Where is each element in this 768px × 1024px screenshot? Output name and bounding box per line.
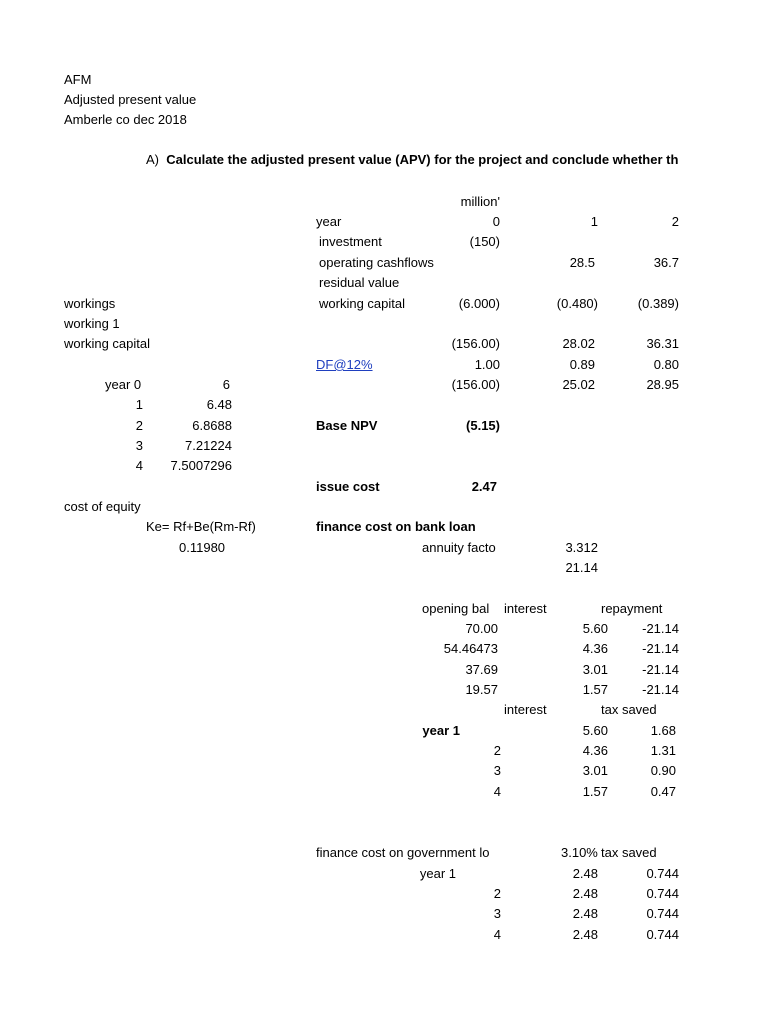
bank-loan-title: finance cost on bank loan xyxy=(316,519,476,534)
government-cost-3: 2.48 xyxy=(572,906,598,921)
working-year0-label: year 0 xyxy=(105,377,142,392)
working-value-0: 6 xyxy=(222,377,230,392)
opening-balance-2: 54.46473 xyxy=(443,641,498,656)
government-tax-saved-4: 0.744 xyxy=(646,927,679,942)
tax-saved-2: 1.31 xyxy=(650,743,676,758)
discount-factor-y0: 1.00 xyxy=(474,357,500,372)
working-value-2: 6.8688 xyxy=(192,418,232,433)
working-year-4: 4 xyxy=(135,458,143,473)
issue-cost-value: 2.47 xyxy=(471,479,497,494)
header-line-1: AFM xyxy=(64,72,92,87)
government-tax-saved-header: tax saved xyxy=(601,845,657,860)
working-value-4: 7.5007296 xyxy=(170,458,232,473)
tax-interest-2: 4.36 xyxy=(582,743,608,758)
repayment-3: -21.14 xyxy=(642,662,679,677)
tax-year-4: 4 xyxy=(493,784,501,799)
interest-3: 3.01 xyxy=(582,662,608,677)
government-year-1: year 1 xyxy=(419,866,456,881)
base-npv-label: Base NPV xyxy=(316,418,378,433)
question-text: Calculate the adjusted present value (APV) for the project and conclude whether th xyxy=(166,152,679,167)
tax-year-3: 3 xyxy=(493,763,501,778)
tax-saved-header: tax saved xyxy=(601,702,657,717)
year-header-0: 0 xyxy=(492,214,500,229)
operating-cashflows-label: operating cashflows xyxy=(319,255,434,270)
opening-balance-1: 70.00 xyxy=(465,621,498,636)
working-year-2: 2 xyxy=(135,418,143,433)
tax-saved-1: 1.68 xyxy=(650,723,676,738)
annual-loan-payment: 21.14 xyxy=(565,560,598,575)
opening-balance-4: 19.57 xyxy=(465,682,498,697)
working-year-3: 3 xyxy=(135,438,143,453)
government-tax-saved-1: 0.744 xyxy=(646,866,679,881)
interest-2: 4.36 xyxy=(582,641,608,656)
cost-of-equity-value: 0.11980 xyxy=(179,540,226,555)
tax-saved-3: 0.90 xyxy=(650,763,676,778)
net-cashflow-y0: (156.00) xyxy=(451,336,500,351)
investment-y0: (150) xyxy=(469,234,500,249)
unit-label: million' xyxy=(460,194,500,209)
interest-header: interest xyxy=(504,601,547,616)
tax-interest-header: interest xyxy=(504,702,547,717)
discount-factor-y2: 0.80 xyxy=(653,357,679,372)
header-line-2: Adjusted present value xyxy=(64,92,197,107)
tax-interest-1: 5.60 xyxy=(582,723,608,738)
working-capital-label: working capital xyxy=(319,296,405,311)
government-cost-1: 2.48 xyxy=(572,866,598,881)
issue-cost-label: issue cost xyxy=(316,479,380,494)
tax-interest-4: 1.57 xyxy=(582,784,608,799)
annuity-factor-value: 3.312 xyxy=(565,540,598,555)
annuity-factor-label: annuity facto xyxy=(422,540,496,555)
investment-label: investment xyxy=(319,234,382,249)
operating-cashflows-y1: 28.5 xyxy=(569,255,595,270)
working-capital-y2: (0.389) xyxy=(637,296,679,311)
question-label: A) xyxy=(146,152,159,167)
net-cashflow-y2: 36.31 xyxy=(646,336,679,351)
government-cost-4: 2.48 xyxy=(572,927,598,942)
working-1-label: working 1 xyxy=(64,316,120,331)
operating-cashflows-y2: 36.7 xyxy=(653,255,679,270)
government-year-3: 3 xyxy=(493,906,501,921)
discount-factor-link[interactable]: DF@12% xyxy=(316,357,373,372)
year-header-1: 1 xyxy=(590,214,598,229)
government-loan-title: finance cost on government lo xyxy=(316,845,490,860)
workings-subject: working capital xyxy=(64,336,150,351)
repayment-2: -21.14 xyxy=(642,641,679,656)
opening-balance-3: 37.69 xyxy=(465,662,498,677)
header-line-3: Amberle co dec 2018 xyxy=(64,112,187,127)
interest-4: 1.57 xyxy=(582,682,608,697)
working-value-1: 6.48 xyxy=(206,397,232,412)
opening-balance-header: opening bal xyxy=(422,601,490,616)
present-value-y2: 28.95 xyxy=(646,377,679,392)
government-loan-rate: 3.10% xyxy=(561,845,598,860)
tax-interest-3: 3.01 xyxy=(582,763,608,778)
year-label: year xyxy=(316,214,342,229)
discount-factor-y1: 0.89 xyxy=(569,357,595,372)
question-title xyxy=(146,151,681,169)
tax-saved-4: 0.47 xyxy=(650,784,676,799)
net-cashflow-y1: 28.02 xyxy=(562,336,595,351)
base-npv-value: (5.15) xyxy=(466,418,500,433)
tax-year-2: 2 xyxy=(493,743,501,758)
working-capital-y1: (0.480) xyxy=(556,296,598,311)
interest-1: 5.60 xyxy=(582,621,608,636)
present-value-y1: 25.02 xyxy=(562,377,595,392)
government-cost-2: 2.48 xyxy=(572,886,598,901)
cost-of-equity-formula: Ke= Rf+Be(Rm-Rf) xyxy=(146,519,256,534)
repayment-4: -21.14 xyxy=(642,682,679,697)
government-tax-saved-3: 0.744 xyxy=(646,906,679,921)
present-value-y0: (156.00) xyxy=(451,377,500,392)
tax-year-1: year 1 xyxy=(422,723,460,738)
government-year-4: 4 xyxy=(493,927,501,942)
workings-title: workings xyxy=(64,296,116,311)
working-value-3: 7.21224 xyxy=(185,438,232,453)
cost-of-equity-label: cost of equity xyxy=(64,499,141,514)
working-year-1: 1 xyxy=(135,397,143,412)
government-year-2: 2 xyxy=(493,886,501,901)
repayment-header: repayment xyxy=(601,601,663,616)
residual-value-label: residual value xyxy=(319,275,400,290)
year-header-2: 2 xyxy=(671,214,679,229)
repayment-1: -21.14 xyxy=(642,621,679,636)
government-tax-saved-2: 0.744 xyxy=(646,886,679,901)
working-capital-y0: (6.000) xyxy=(458,296,500,311)
